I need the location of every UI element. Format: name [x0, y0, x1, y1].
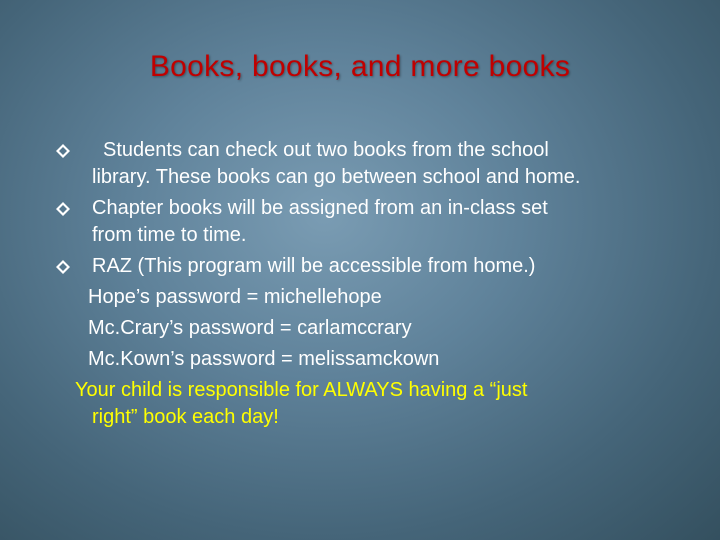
diamond-bullet-icon — [55, 201, 71, 217]
diamond-bullet-icon — [55, 143, 71, 159]
slide-title: Books, books, and more books — [149, 50, 571, 83]
closing-line-2: right” book each day! — [92, 406, 279, 428]
bullet-1-line-1: Students can check out two books from the school — [103, 139, 549, 161]
password-line-hope: Hope’s password = michellehope — [88, 286, 382, 308]
bullet-2-line-2: from time to time. — [92, 224, 247, 246]
password-line-mckown: Mc.Kown’s password = melissamckown — [88, 348, 440, 370]
bullet-3-line-1: RAZ (This program will be accessible from home.) — [92, 255, 536, 277]
diamond-bullet-icon — [55, 259, 71, 275]
bullet-1-line-2: library. These books can go between school and home. — [92, 166, 581, 188]
bullet-2-line-1: Chapter books will be assigned from an in-class set — [92, 197, 548, 219]
password-line-mccrary: Mc.Crary’s password = carlamccrary — [88, 317, 412, 339]
closing-line-1: Your child is responsible for ALWAYS having a “just — [75, 379, 528, 401]
